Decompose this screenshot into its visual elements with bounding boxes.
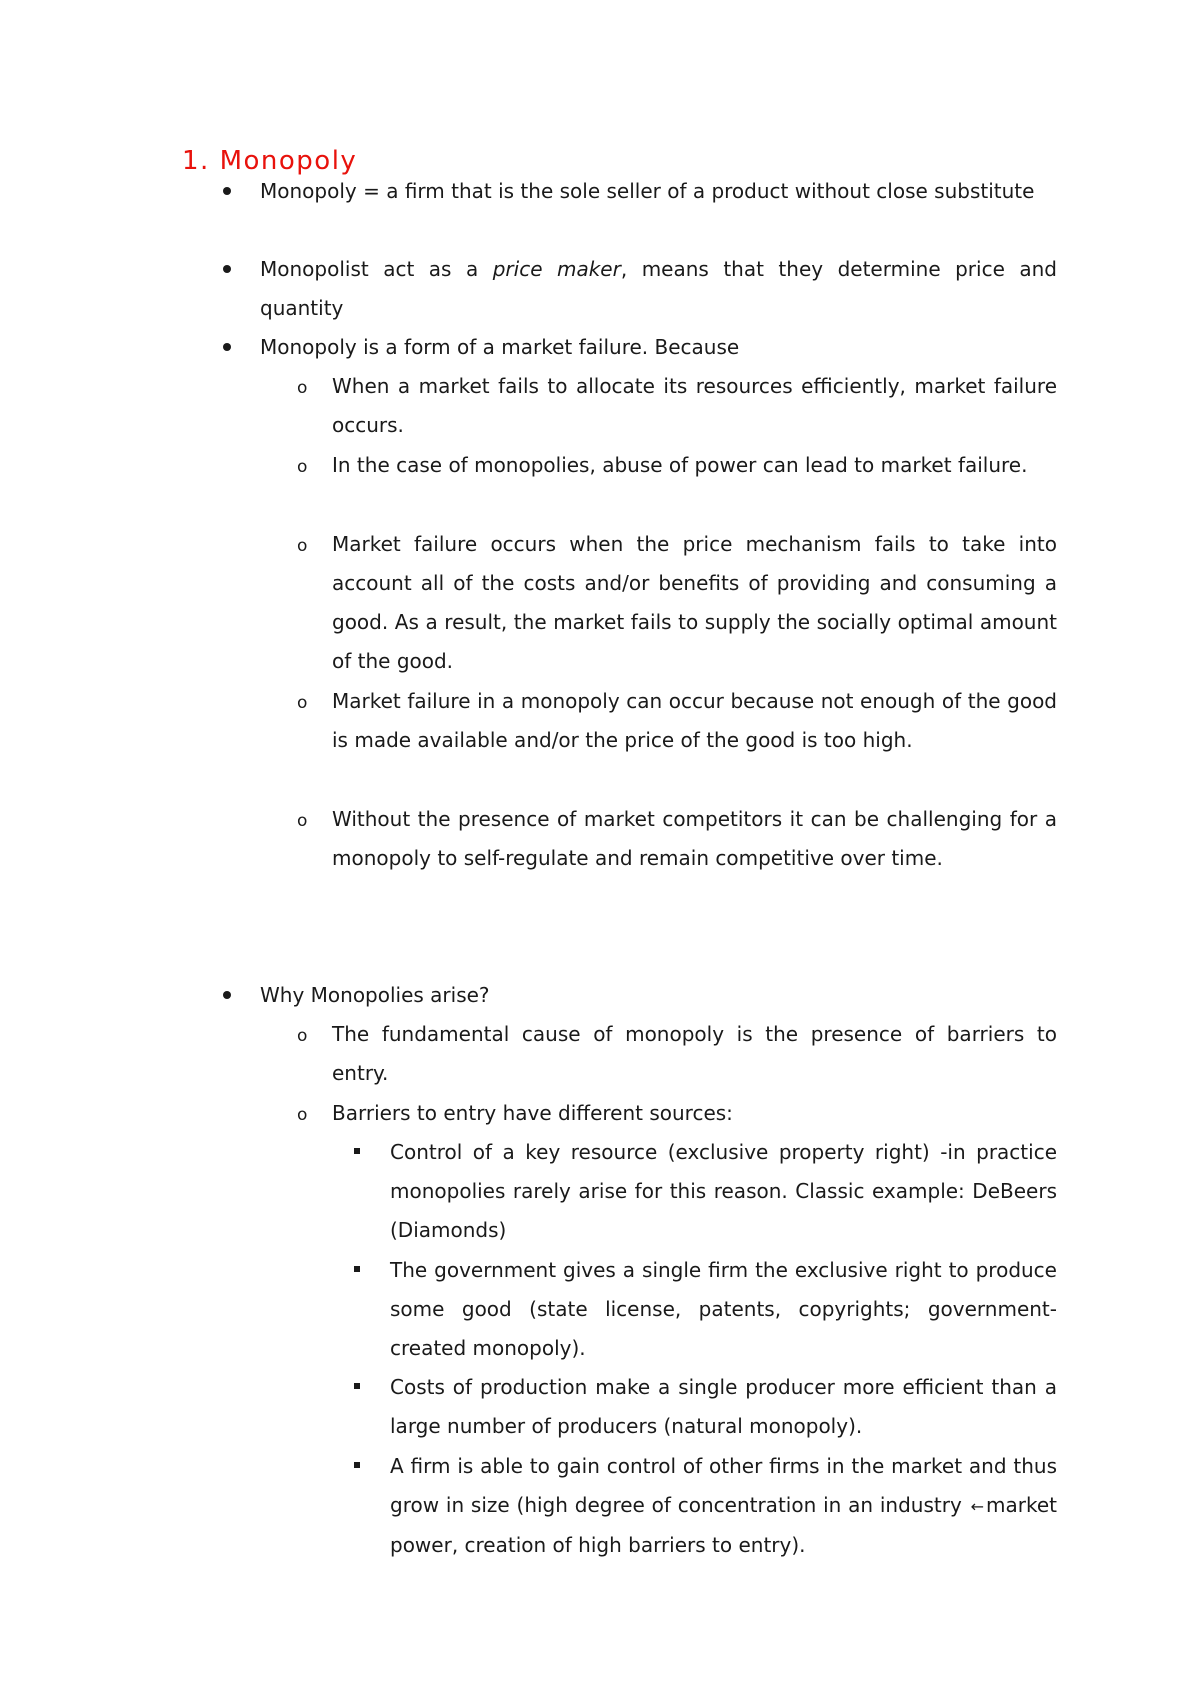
sub-item (297, 1015, 1057, 1093)
subsub-item (390, 1133, 1057, 1250)
square-marker (354, 1368, 360, 1407)
text-run: market power, creation of high barriers to entry). (390, 1493, 1057, 1557)
bullet-marker (223, 976, 231, 1015)
sub-marker: o (297, 1105, 308, 1125)
sub-item-text: In the case of monopolies, abuse of power can lead to market failure. (332, 453, 1028, 477)
sub-item-text: When a market fails to allocate its resources efficiently, market failure occurs. (332, 374, 1057, 437)
bullet-marker (223, 172, 231, 211)
square-marker (354, 1447, 360, 1486)
bullet-market-failure (260, 328, 1057, 367)
arrow-icon: ← (970, 1497, 985, 1516)
bullet-marker (223, 328, 231, 367)
text-run: A firm is able to gain control of other firms in the market and thus grow in size (high degree of concentration in an industry (390, 1454, 1057, 1517)
subsub-item-text (390, 1447, 1057, 1565)
sub-item (297, 682, 1057, 760)
sub-item (297, 800, 1057, 878)
sub-item (297, 525, 1057, 681)
sub-item-text: Market failure in a monopoly can occur because not enough of the good is made available and/or the price of the good is too high. (332, 689, 1057, 752)
square-marker (354, 1251, 360, 1290)
bullet-price-maker (260, 250, 1057, 328)
bullet-text: Monopoly = a firm that is the sole seller of a product without close substitute (260, 179, 1035, 203)
sub-marker: o (297, 457, 308, 477)
text-run: Monopolist act as a (260, 257, 493, 281)
sub-item-text: Barriers to entry have different sources: (332, 1101, 733, 1125)
sub-marker: o (297, 378, 308, 398)
sub-marker: o (297, 811, 308, 831)
sub-marker: o (297, 536, 308, 556)
sub-item-text: The fundamental cause of monopoly is the presence of barriers to entry. (332, 1022, 1057, 1085)
subsub-item (390, 1447, 1057, 1565)
section-heading: 1. Monopoly (182, 146, 358, 176)
subsub-item (390, 1251, 1057, 1368)
bullet-why-monopolies (260, 976, 1057, 1015)
subsub-item-text: Control of a key resource (exclusive property right) -in practice monopolies rarely arise for this reason. Classic example: DeBeers (Diamonds) (390, 1140, 1057, 1242)
subsub-item (390, 1368, 1057, 1446)
bullet-marker (223, 250, 231, 289)
subsub-item-text: The government gives a single firm the exclusive right to produce some good (state license, patents, copyrights; government-created monopoly). (390, 1258, 1057, 1360)
sub-item-text: Market failure occurs when the price mechanism fails to take into account all of the costs and/or benefits of providing and consuming a good. As a result, the market fails to supply the socially optimal amount of the good. (332, 532, 1057, 673)
sub-item (297, 446, 1057, 485)
bullet-text: Why Monopolies arise? (260, 983, 490, 1007)
sub-item (297, 1094, 1057, 1133)
sub-item (297, 367, 1057, 445)
text-run: , means that they determine price and quantity (260, 257, 1058, 320)
bullet-text (260, 250, 1057, 328)
bullet-definition (260, 172, 1057, 211)
subsub-item-text: Costs of production make a single producer more efficient than a large number of producers (natural monopoly). (390, 1375, 1057, 1438)
sub-marker: o (297, 693, 308, 713)
sub-marker: o (297, 1026, 308, 1046)
italic-term: price maker (492, 257, 621, 281)
sub-item-text: Without the presence of market competitors it can be challenging for a monopoly to self-regulate and remain competitive over time. (332, 807, 1057, 870)
bullet-text: Monopoly is a form of a market failure. Because (260, 335, 740, 359)
square-marker (354, 1133, 360, 1172)
